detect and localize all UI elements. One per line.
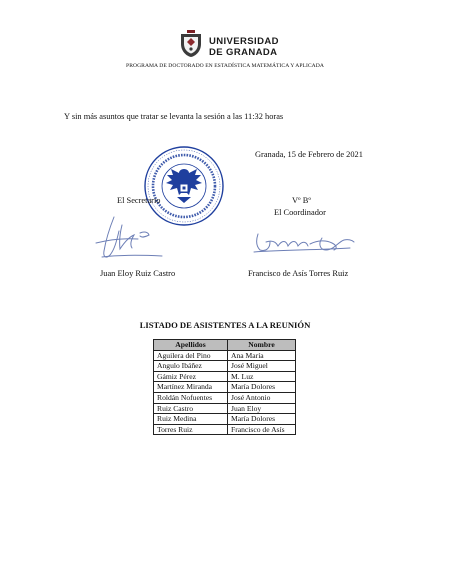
approval-mark: Vº Bº: [292, 196, 311, 205]
university-coat-of-arms-icon: [178, 30, 204, 58]
coordinator-name: Francisco de Asís Torres Ruiz: [248, 269, 349, 278]
coordinator-signature: [252, 228, 356, 256]
attendees-title: LISTADO DE ASISTENTES A LA REUNIÓN: [139, 320, 311, 330]
name-cell: José Antonio: [228, 392, 296, 403]
name-cell: José Miguel: [228, 361, 296, 372]
table-row: [154, 382, 296, 393]
table-row: [154, 350, 296, 361]
surname-cell: Martínez Miranda: [154, 382, 228, 393]
date-line: Granada, 15 de Febrero de 2021: [255, 150, 363, 159]
name-cell: Francisco de Asís: [228, 424, 296, 435]
secretary-name: Juan Eloy Ruiz Castro: [100, 269, 176, 278]
table-row: [154, 392, 296, 403]
surname-cell: Ruiz Medina: [154, 414, 228, 425]
name-cell: Ana María: [228, 350, 296, 361]
surname-cell: Roldán Nofuentes: [154, 392, 228, 403]
name-cell: María Dolores: [228, 382, 296, 393]
attendees-table: [153, 339, 296, 435]
column-header-name: Nombre: [228, 340, 296, 351]
secretary-signature: [92, 213, 172, 263]
table-row: [154, 361, 296, 372]
table-row: [154, 414, 296, 425]
secretary-title: El Secretario: [117, 196, 161, 205]
surname-cell: Torres Ruiz: [154, 424, 228, 435]
surname-cell: Angulo Ibáñez: [154, 361, 228, 372]
surname-cell: Gámiz Pérez: [154, 371, 228, 382]
name-cell: Juan Eloy: [228, 403, 296, 414]
university-name-line2: DE GRANADA: [209, 47, 278, 58]
coordinator-title: El Coordinador: [274, 208, 326, 217]
table-header-row: [154, 340, 296, 351]
table-row: [154, 403, 296, 414]
surname-cell: Ruiz Castro: [154, 403, 228, 414]
program-title: PROGRAMA DE DOCTORADO EN ESTADÍSTICA MATEMÁTICA Y APLICADA: [126, 63, 324, 69]
name-cell: María Dolores: [228, 414, 296, 425]
name-cell: M. Luz: [228, 371, 296, 382]
closing-statement: Y sin más asuntos que tratar se levanta la sesión a las 11:32 horas: [64, 112, 284, 121]
university-name-line1: UNIVERSIDAD: [209, 36, 279, 47]
column-header-surname: Apellidos: [154, 340, 228, 351]
table-row: [154, 371, 296, 382]
table-row: [154, 424, 296, 435]
university-logo: [178, 30, 290, 60]
surname-cell: Aguilera del Pino: [154, 350, 228, 361]
